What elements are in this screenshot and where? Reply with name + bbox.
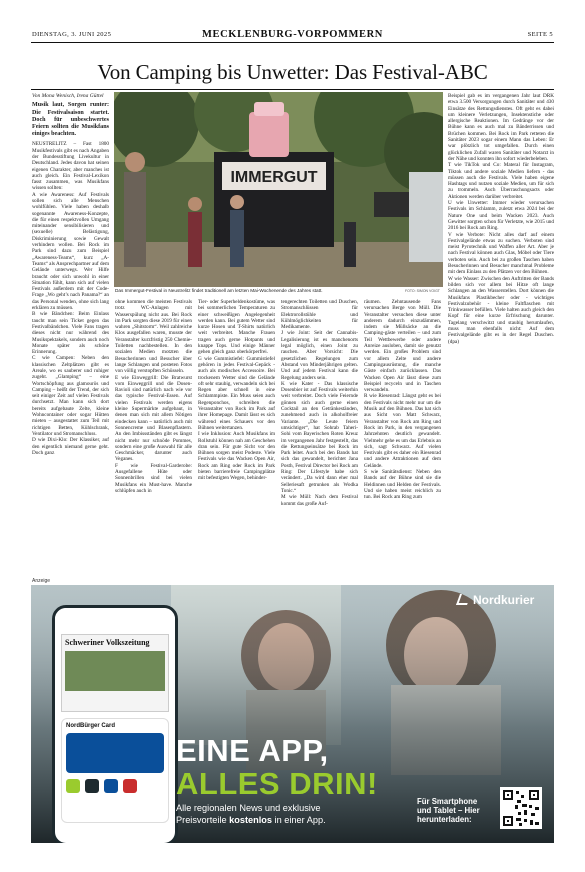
article-paragraph: M wie Müll: Nach dem Festival kommt das große Auf- [281, 494, 358, 507]
article-paragraph: R wie Riesenrad: Längst geht es bei den Festivals nicht mehr nur um die Musik auf den Bühnen. Das hat sich aus Sicht von Matt Schwarz, Veranstalter von Rock am Ring und Rock im Park, in den vergangenen Jahrzehnten deutlich gewandelt. Vielmehr gehe es um das Erlebnis an sich, sagt Schwarz. Auf vielen Festivals gibt es daher ein Riesenrad und andere Attraktionen auf dem Gelände. [364, 393, 441, 469]
article-paragraph: F wie Festival-Garderobe: Ausgefallene Hüte oder Sonnenbrillen sind bei vielen Musikfans ein Must-have. Manche schlüpfen auch in [115, 462, 192, 494]
brand-name: Nordkurier [473, 593, 535, 607]
article-paragraph: I wie Inklusion: Auch Musikfans im Rollstuhl können nah am Geschehen dran sein. Für gute Sicht vor den Bühnen sorgen meist Podeste. Viele Festivals wie das Wacken Open Air, Rock am Ring oder Rock im Park bieten barrierefreie Campingplätze mit befestigten Wegen, behinder- [198, 431, 275, 482]
article-paragraph: U wie Unwetter: Immer wieder verursachen Festivals im Schlamm, zuletzt etwa 2024 bei der Nature One und beim Wacken 2023. Auch Gewitter sorgten schon für Verletzte, wie 2015 und 2016 bei Rock am Ring. [448, 200, 554, 232]
svg-text:IMMERGUT: IMMERGUT [230, 169, 318, 186]
article-column-5 [364, 299, 441, 574]
section-title: MECKLENBURG-VORPOMMERN [202, 29, 383, 40]
phone-mockup [52, 605, 178, 843]
article-paragraph: Beispiel gab es im vergangenen Jahr laut DRK etwa 3.500 Versorgungen durch Sanitäter und 430 Einsätze des Rettungsdienstes. Oft geht es dabei um kleinere Verletzungen, Insektenstiche oder allergische Reaktionen. Im Gedränge vor der Bühne kann es auch mal zu Bänderrissen und Brüchen kommen. Bei Rock im Park retteten die Sanitäter 2023 sogar einem Mann das Leben: Er war plötzlich tot umgefallen. Durch einen glücklichen Zufall waren Sanitäter und Notarzt in der Nähe und konnten ihn sofort wiederbeleben. [448, 93, 554, 162]
ad-headline-line-2: ALLES DRIN! [176, 766, 378, 801]
article-paragraph: D wie Dixi-Klo: Der Klassiker, auf den eigentlich niemand gerne geht. Doch ganz [32, 437, 109, 456]
ad-headline-line-1: EINE APP, [176, 733, 329, 768]
phone-card-graphic [66, 733, 164, 773]
app-tile-icon [123, 779, 137, 793]
ad-brand-logo [458, 593, 534, 607]
headline-rule [31, 89, 554, 90]
ad-download-line-2: und Tablet – Hier [417, 806, 480, 815]
ad-subline-1: Alle regionalen News und exklusive [176, 803, 321, 813]
festival-photo [114, 92, 443, 287]
phone-paper-title: Schweriner Volkszeitung [65, 638, 150, 647]
article-paragraph: W wie Wasser: Zwischen den Auftritten der Bands bilden sich vor allem bei Hitze oft lange Schlangen an den Wasserstellen. Dort können die Musikfans Plastikbecher oder - wichtiges Festivalzubehör - kleine Faltflaschen mit Trinkwasser befüllen. Viele halten auch gleich den Kopf für eine kurze Erfrischung darunter. Tagelang verschwitzt und staubig herumlaufen, muss man ebenfalls nicht: Auf dem Festivalgelände gibt es in der Regel Duschen. (dpa) [448, 275, 554, 345]
app-tile-icon [85, 779, 99, 793]
phone-paper-image [65, 651, 165, 691]
phone-status-bar [55, 608, 175, 632]
article-authors: Von Mona Wenisch, Irena Güttel [32, 93, 104, 99]
app-tile-icon [66, 779, 80, 793]
article-paragraph: T wie TikTok und Co: Materal für Instagram, Tiktok und andere soziale Medien liefern - das müssen auch die Festivals. Viele haben eigene Hashtags und nutzen soziale Medien, um für sich zu trommeln. Auch Überraschungsacts oder Aktionen werden darüber verbreitet. [448, 162, 554, 200]
ad-subline-2-post: in einer App. [272, 815, 326, 825]
article-paragraph: C wie Campen: Neben den klassischen Zeltplätzen gibt es Areale, wo es sauberer und ruhiger zugeht. „Glamping“ – eine Wortschöpfung aus glamourös und Camping – heißt der Trend, der sich seit einiger Zeit auf vielen Festivals durchsetzt. Man kann sich dort bereits aufgebaute Zelte, kleine Wohncontainer oder sogar Hütten mieten – ausgestattet zum Teil mit richtigen Betten, Kühlschrank, Ventilator und Stromanschluss. [32, 355, 109, 437]
article-paragraph: K wie Kater - Das klassische Dosenbier ist auf Festivals weiterhin weit verbreitet. Doch viele Feiernde gönnen sich auch gerne einen Cocktail an den Getränkeständen, zunehmend auch in alkoholfreier Variante. „Die Leute feiern umsichtiger“, hat Sohrab Taheri-Sohi vom Bayerischen Roten Kreuz im vergangenen Jahr festgestellt, das die Rettungseinsätze bei Rock im Park leitet. Auch bei den Bands hat sich das gewandelt, berichtet Jana Posth, Festival Director bei Rock am Ring: Der Lifestyle habe sich verändert. „Da wird dann eher mal Selleriesaft getrunken als Wodka Tonic.“ [281, 380, 358, 494]
phone-newspaper-preview [61, 634, 169, 712]
article-intro: Musik laut, Sorgen runter: Die Festivalsaison startet. Doch für unbeschwertes Feiern sollten die Musikfans einiges beachten. [32, 102, 109, 138]
brand-mark-icon [456, 594, 471, 605]
article-column-1 [32, 93, 109, 576]
article-paragraph: Tier- oder Superheldenkostüme, was bei sommerlichen Temperaturen zu einer schweißigen Angelegenheit werden kann. Bei gutem Wetter sind kurze Hosen und T-Shirts natürlich weit verbreitet. Manche Frauen tragen auch gerne Hotpants und knappe Tops. Und einige Männer gehen gleich ganz oberkörperfrei. [198, 299, 275, 356]
article-paragraph: E wie Einweggrill: Die Bratwurst vom Einweggrill und die Dosen-Ravioli sind natürlich nach wie vor das typische Festival-Essen. Auf vielen Festivals werden eigens kleine Supermärkte aufgebaut, in denen man sich mit allem Nötigen eindecken kann – natürlich auch mit Sonnencreme und Blasenpflastern. An den Imbissständen gibt es längst nicht mehr nur schnöde Pommes, sondern eine große Auswahl für alle Geschmäcker, darunter auch Veganes. [115, 374, 192, 463]
article-column-3 [198, 299, 275, 574]
article-paragraph: NEUSTRELITZ – Fast 1800 Musikfestivals gibt es nach Angaben der Bundesstiftung Livekultur in Deutschland. Jedes davon hat seinen eigenen Charakter, aber manches ist auch gleich. Ein Festival-Lexikon fasst zusammen, was Musikfans wissen sollten: [32, 141, 109, 192]
article-paragraph: G wie Gummistiefel: Gummistiefel gehören in jedes Festival-Gepäck - auch als modisches Accessoire. Bei trockenem Wetter sind die Gelände oft sehr staubig, verwandeln sich bei Regen aber schnell in eine Schlammpiste. Ein Muss seien auch Regenponchos, schreiben die Veranstalter von Rock im Park auf ihrer Homepage. Damit lässt es sich während eines Schauers vor den Bühnen weitertanzen. [198, 355, 275, 431]
ad-label: Anzeige [32, 578, 51, 584]
ad-download-line-3: herunterladen: [417, 815, 472, 824]
phone-app-icons [66, 779, 164, 793]
phone-card-panel [61, 718, 169, 823]
ad-subline-2 [176, 815, 326, 825]
article-paragraph: J wie Joint: Seit der Cannabis-Legalisierung ist es manchenorts legal möglich, einen Joint zu rauchen. Aber Vorsicht: Die gesetzlichen Regelungen zum Abstand von Minderjährigen gelten. Und auf jedem Festival kann die Regelung anders sein. [281, 330, 358, 381]
phone-card-title: NordBürger Card [66, 723, 116, 729]
ad-subline-2-bold: kostenlos [229, 815, 272, 825]
article-paragraph: räumen. Zehntausende Fans verursachen Berge von Müll. Die Veranstalter versuchen diese unter anderem dadurch einzudämmen, indem sie Müllsäcke an die Camping-gäste verteilen – und zum Teil Wettbewerbe oder andere Anreize ausloben, damit sie genutzt werden. Ein großes Problem sind vor allem Zelte und andere Campingausrüstung, die manche Gäste einfach zurücklassen. Das Wacken Open Air lässt diese zum Beispiel recyceln und in Taschen verwandeln. [364, 299, 441, 394]
header-rule [31, 42, 554, 43]
ad-download-line-1: Für Smartphone [417, 797, 478, 806]
page-headline: Von Camping bis Unwetter: Das Festival-ABC [97, 60, 488, 84]
article-column-2 [115, 299, 192, 574]
photo-credit: FOTO: SIMON VOIGT [405, 289, 440, 293]
article-paragraph: tengerechten Toiletten und Duschen, Stromanschlüssen für Elektrorollstühle und Kühlmöglichkeiten für Medikamente. [281, 299, 358, 331]
article-paragraph: ohne kommen die meisten Festivals trotz WC-Anlagen mit Wasserspülung nicht aus. Bei Rock im Park sorgten diese 2019 für einen wahren „Shitstorm“. Weil zahlreiche Klos ausgefallen waren, musste der Veranstalter kurzfristig 250 Chemie-Toiletten nachbestellen. In den sozialen Medien motzten die Besucherinnen und Besucher über lange Schlangen und posteten Fotos von völlig verstopften Schüsseln. [115, 299, 192, 375]
article-column-6 [448, 93, 554, 576]
article-paragraph: B wie Bändchen: Beim Einlass taucht man sein Ticket gegen das Festivalbändchen. Viele Fans tragen dieses nicht nur während des Musikspektakels, sondern auch noch Monate später als schöne Erinnerung. [32, 311, 109, 356]
article-column-4 [281, 299, 358, 574]
article-paragraph: V wie Verbote: Nicht alles darf auf einem Festivalgelände etwas zu suchen. Verboten sind meist Pyrotechnik und Waffen aller Art. Aber je nach Festival können auch Glas, Möbel oder Tiere verboten sein. Auch bei zu großen Taschen haben Besucherinnen und Besucher manchmal Probleme mit dem Einlass zu den Plätzen vor den Bühnen. [448, 231, 554, 276]
ad-subline-2-pre: Preisvorteile [176, 815, 230, 825]
issue-date: DIENSTAG, 3. JUNI 2025 [32, 31, 112, 38]
page-number: SEITE 5 [527, 31, 553, 38]
photo-caption: Das Immergut-Festival in Neustrelitz findet traditionell am letzten Mai-Wochenende des Jahres statt. [115, 288, 323, 293]
article-paragraph: A wie Awareness: Auf Festivals sollen sich alle Menschen wohlfühlen. Viele haben deshalb sogenannte Awareness-Konzepte, die für einen respektvollen Umgang miteinander sensibilisieren und (sexuelle) Belästigung, Diskriminierung sowie Gewalt verhindern wollen. Bei Rock im Park sind dazu zum Beispiel „Awareness-Teams“, kurz „A-Teams“ als Ansprechpartner auf dem Gelände unterwegs. Wer Hilfe braucht oder sich unwohl in einer Situation fühlt, kann sich auf vielen Festivals außerdem mit der Code-Frage „Wo geht’s nach Panama?“ an das Personal wenden, ohne sich lang erklären zu müssen. [32, 191, 109, 312]
qr-code-icon[interactable] [500, 787, 542, 829]
app-tile-icon [104, 779, 118, 793]
article-paragraph: S wie Sanitätsdienst: Neben den Bands auf der Bühne sind sie die Heldinnen und Helden der Festivals. Und sie haben meist reichlich zu tun. Bei Rock am Ring zum [364, 469, 441, 501]
